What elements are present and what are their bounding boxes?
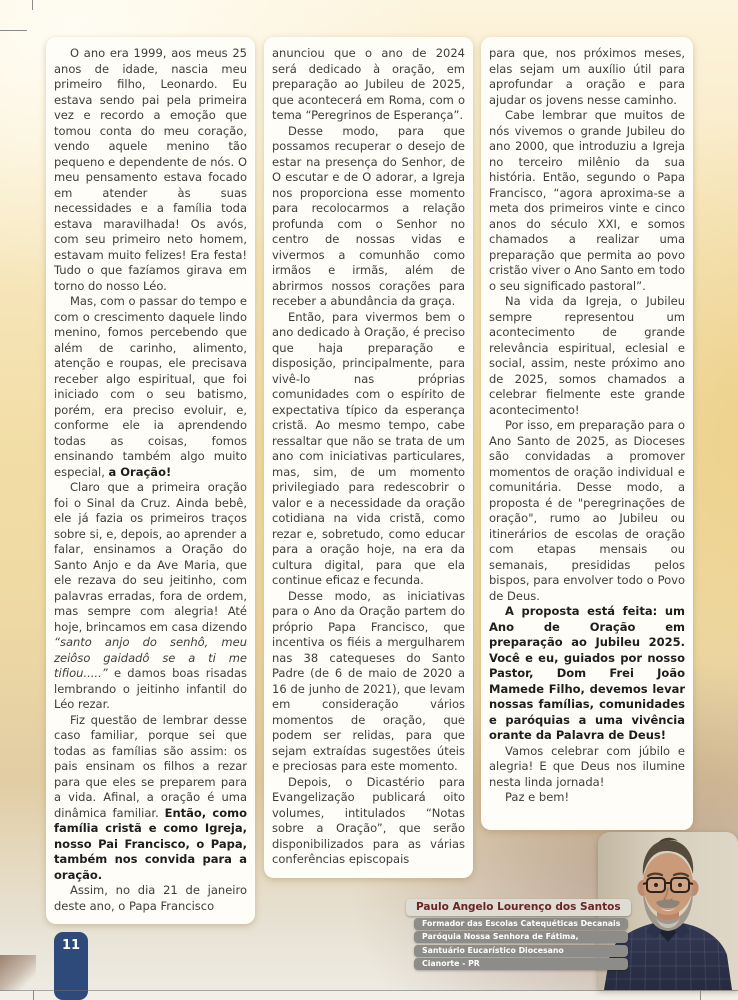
credential-badge: Paróquia Nossa Senhora de Fátima, bbox=[414, 931, 628, 943]
page-number: 11 bbox=[61, 938, 81, 953]
text-segment: Fiz questão de lembrar desse caso familiar, porque sei que todas as famílias são assim: os pais ensinam os filhos a rezar para que eles se preparem para a vida. Afinal, a oração é uma dinâmica familiar. bbox=[54, 712, 247, 820]
paragraph bbox=[489, 418, 685, 604]
author-credentials-block bbox=[406, 899, 626, 970]
text-segment: Assim, no dia 21 de janeiro deste ano, o Papa Francisco bbox=[54, 883, 247, 913]
credential-badge: Santuário Eucarístico Diocesano bbox=[414, 945, 628, 957]
text-segment: a Oração! bbox=[108, 464, 172, 479]
crop-mark-top-left-v bbox=[32, 0, 33, 10]
paragraph bbox=[272, 124, 465, 310]
text-segment: Na vida da Igreja, o Jubileu sempre representou um acontecimento de grande relevância espiritual, eclesial e social, assim, neste próximo ano de 2025, somos chamados a celebrar fielmente este grande acontecimento! bbox=[489, 294, 685, 417]
paragraph bbox=[489, 108, 685, 294]
text-segment: Então, para vivermos bem o ano dedicado à Oração, é preciso que haja preparação e disposição, principalmente, para vivê-lo nas próprias comunidades com o espírito de expectativa típico da esperança cristã. Ao mesmo tempo, cabe ressaltar que não se trata de um ano com iniciativas particulares, mas, sim, de um momento privilegiado para redescobrir o valor e a necessidade da oração cotidiana na vida cristã, como rezar e, sobretudo, como educar para a oração hoje, na era da cultura digital, para que ela continue eficaz e fecunda. bbox=[272, 309, 465, 587]
text-segment: para que, nos próximos meses, elas sejam um auxílio útil para aprofundar a oração e para ajudar os jovens nesse caminho. bbox=[489, 46, 685, 107]
text-segment: Desse modo, as iniciativas para o Ano da Oração partem do próprio Papa Francisco, que incentiva os fiéis a mergulharem nas 38 catequeses do Santo Padre (de 6 de maio de 2020 a 16 de junho de 2021), que levam em consideração vários momentos de oração, que podem ser relidas, para que sejam extraídas sugestões úteis e preciosas para este momento. bbox=[272, 588, 465, 773]
text-segment: Por isso, em preparação para o Ano Santo de 2025, as Dioceses são convidadas a promover momentos de oração individual e comunitária. Desse modo, a proposta é de "peregrinações de oração", rumo ao Jubileu ou itinerários de escolas de oração com etapas mensais ou semanais, presididas pelos bispos, para envolver todo o Povo de Deus. bbox=[489, 418, 685, 603]
text-column-1 bbox=[46, 37, 255, 924]
text-segment: Cabe lembrar que muitos de nós vivemos o grande Jubileu do ano 2000, que introduziu a Igreja no terceiro milênio da sua história. Então, segundo o Papa Francisco, “agora aproxima-se a meta dos primeiros vinte e cinco anos do século XXI, e somos chamados a realizar uma preparação que permita ao povo cristão viver o Ano Santo em todo o seu significado pastoral”. bbox=[489, 108, 685, 293]
author-credential-badges bbox=[406, 916, 628, 970]
credential-badge: Formador das Escolas Catequéticas Decanais bbox=[414, 918, 628, 930]
paragraph bbox=[489, 46, 685, 108]
paragraph bbox=[489, 790, 685, 806]
bottom-margin-strip bbox=[0, 991, 738, 1000]
paragraph bbox=[272, 46, 465, 124]
crop-mark-bottom-right-v bbox=[700, 990, 701, 1000]
text-column-3 bbox=[481, 37, 693, 830]
text-segment: Desse modo, para que possamos recuperar o desejo de estar na presença do Senhor, de O escutar e de O adorar, a Igreja nos proporciona esse momento para recolocarmos a relação profunda com o Senhor no centro de nossas vidas e vivermos a comunhão como irmãos e irmãs, além de abrirmos nossos corações para receber a abundância da graça. bbox=[272, 123, 465, 308]
crop-mark-top-left-h bbox=[0, 30, 27, 31]
paragraph bbox=[489, 744, 685, 791]
paragraph bbox=[272, 589, 465, 775]
text-segment: Depois, o Dicastério para Evangelização publicará oito volumes, intitulados “Notas sobre a Oração”, que serão disponibilizados para as várias conferências episcopais bbox=[272, 774, 465, 866]
author-name-badge: Paulo Angelo Lourenço dos Santos bbox=[406, 899, 631, 916]
text-segment: e damos boas risadas lembrando o jeitinho infantil do Léo rezar. bbox=[54, 666, 247, 711]
crop-mark-bottom-left-v bbox=[33, 990, 34, 1000]
text-segment: Então, como família cristã e como Igreja, nosso Pai Francisco, o Papa, também nos convida para a oração. bbox=[54, 805, 247, 882]
credential-badge: Cianorte - PR bbox=[414, 958, 628, 970]
text-segment: Mas, com o passar do tempo e com o crescimento daquele lindo menino, fomos percebendo que além de carinho, alimento, atenção e roupas, ele precisava receber algo espiritual, que foi iniciado com o seu batismo, porém, era preciso evoluir, e, conforme ele ia aprendendo todas as coisas, fomos ensinando também algo muito especial, bbox=[54, 294, 247, 479]
paragraph bbox=[54, 294, 247, 480]
text-segment: Paz e bem! bbox=[505, 790, 570, 804]
text-segment: A proposta está feita: um Ano de Oração em preparação ao Jubileu 2025. Você e eu, guiados por nosso Pastor, Dom Frei João Mamede Filho, devemos levar nossas famílias, comunidades e paróquias a uma vivência orante da Palavra de Deus! bbox=[489, 604, 685, 742]
paragraph bbox=[54, 480, 247, 713]
text-segment: “santo anjo do senhô, meu zeiôso gaidadô se a ti me tifiou.....” bbox=[54, 635, 247, 680]
text-segment: anunciou que o ano de 2024 será dedicado à oração, em preparação ao Jubileu de 2025, que acontecerá em Roma, com o tema “Peregrinos de Esperança”. bbox=[272, 46, 465, 122]
text-column-2 bbox=[264, 37, 473, 878]
paragraph bbox=[489, 294, 685, 418]
paragraph bbox=[272, 775, 465, 868]
text-segment: O ano era 1999, aos meus 25 anos de idade, nascia meu primeiro filho, Leonardo. Eu estava sendo pai pela primeira vez e recordo a emoção que tomou conta do meu coração, vendo aquele menino tão pequeno e dependente de nós. O meu pensamento estava focado em atender às suas necessidades e a família toda estava maravilhada! Os avós, com seu primeiro neto homem, estavam muito felizes! Era festa! Tudo o que fazíamos girava em torno do nosso Léo. bbox=[54, 46, 247, 293]
paragraph bbox=[272, 310, 465, 589]
text-segment: Vamos celebrar com júbilo e alegria! E que Deus nos ilumine nesta linda jornada! bbox=[489, 743, 685, 789]
paragraph bbox=[54, 46, 247, 294]
trim-line-bottom bbox=[0, 990, 738, 991]
paragraph bbox=[54, 883, 247, 914]
text-segment: Claro que a primeira oração foi o Sinal da Cruz. Ainda bebê, ele já fazia os primeiros traços sobre si, e, depois, ao aprender a falar, ensinamos a Oração do Santo Anjo e da Ave Maria, que ele rezava do seu jeitinho, com palavras erradas, fora de ordem, mas sempre com alegria! Até hoje, brincamos em casa dizendo bbox=[54, 480, 247, 634]
paragraph bbox=[489, 604, 685, 744]
paragraph bbox=[54, 713, 247, 884]
